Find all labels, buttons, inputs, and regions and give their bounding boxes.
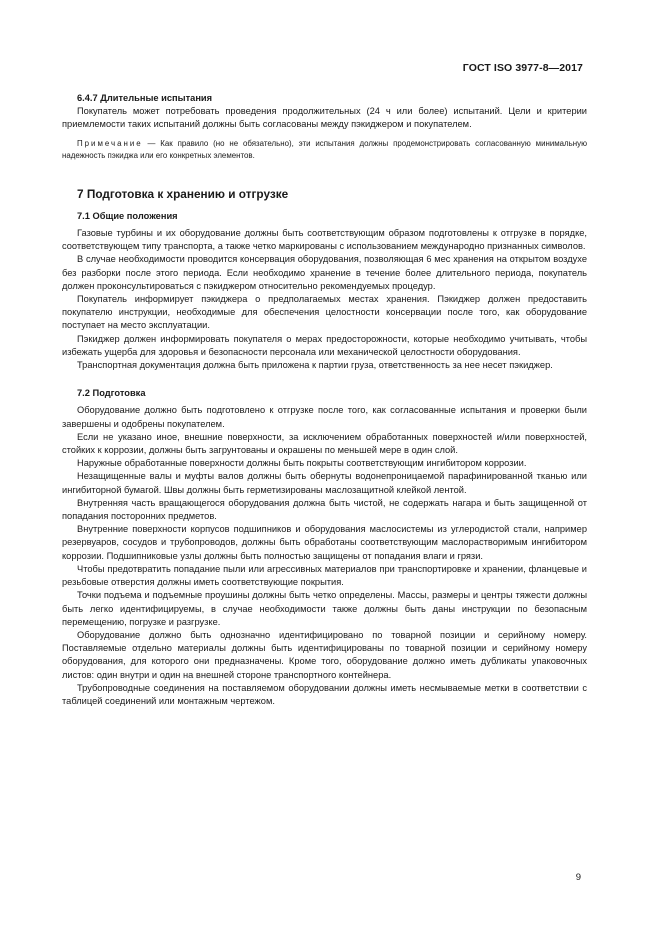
paragraph: Незащищенные валы и муфты валов должны быть обернуты водонепроницаемой парафинированной тканью или ингибиторной бумагой. Швы должны быть герметизированы маслозащитной клейкой лентой. xyxy=(62,471,587,495)
paragraph: Пэкиджер должен информировать покупателя о мерах предосторожности, которые необходимо учитывать, чтобы избежать ущерба для здоровья и безопасности персонала или механической целостности оборудования. xyxy=(62,333,587,357)
paragraph: Оборудование должно быть однозначно идентифицировано по товарной позиции и серийному номеру. Поставляемые отдельно материалы должны быть идентифицированы по товарной позиции и серийному номеру оборудования, для которого они предназначены. Кроме того, оборудование должно иметь дубликаты упаковочных листов: один внутри и один на внешней стороне транспортного контейнера. xyxy=(62,629,587,680)
paragraph: Внутренняя часть вращающегося оборудования должна быть чистой, не содержать нагара и быть защищенной от попадания посторонних предметов. xyxy=(62,497,587,522)
paragraph: Точки подъема и подъемные проушины должны быть четко определены. Массы, размеры и центры тяжести должны быть легко идентифицируемы, в случае необходимости также должны быть даны инструкции по безопасным перемещению, погрузке и разгрузке. xyxy=(62,590,587,627)
section-7-1-title: 7.1 Общие положения xyxy=(77,210,178,221)
paragraph: Внутренние поверхности корпусов подшипников и оборудования маслосистемы из углеродистой стали, например резервуаров, сосудов и трубопроводов, должны быть обработаны соответствующим маслорастворимым ингибитором коррозии. Подшипниковые узлы должны быть полностью защищены от попадания влаги и грязи. xyxy=(62,524,587,561)
paragraph: Оборудование должно быть подготовлено к отгрузке после того, как согласованные испытания и проверки были завершены и одобрены покупателем. xyxy=(62,405,587,429)
note-label: Примечание xyxy=(77,138,143,148)
note-text: — Как правило (но не обязательно), эти испытания должны продемонстрировать согласованную минимальную надежность пэкиджа или его конкретных элементов. xyxy=(62,138,587,160)
paragraph: Наружные обработанные поверхности должны быть покрыты соответствующим ингибитором коррозии. xyxy=(77,458,527,469)
paragraph: Покупатель может потребовать проведения продолжительных (24 ч или более) испытаний. Цели и критерии приемлемости таких испытаний должны быть согласованы между пэкиджером и покупателем. xyxy=(62,106,587,130)
standard-designation: ГОСТ ISO 3977-8—2017 xyxy=(462,62,583,74)
paragraph: В случае необходимости проводится консервация оборудования, позволяющая 6 мес хранения на открытом воздухе без разборки после этого периода. Если необходимо хранение в течение более длительного периода, покупатель должен проконсультироваться с пэкиджером относительно рекомендуемых процедур. xyxy=(62,254,587,291)
paragraph: Транспортная документация должна быть приложена к партии груза, ответственность за нее несет пэкиджер. xyxy=(77,360,553,371)
section-6-4-7-title: 6.4.7 Длительные испытания xyxy=(77,93,213,103)
page-number: 9 xyxy=(575,872,581,883)
page-body xyxy=(62,92,587,708)
paragraph: Если не указано иное, внешние поверхности, за исключением обработанных поверхностей и/или поверхностей, стойких к коррозии, должны быть загрунтованы и окрашены по меньшей мере в один слой. xyxy=(62,431,587,456)
note xyxy=(62,138,587,162)
section-7-2-title: 7.2 Подготовка xyxy=(77,388,146,399)
section-7-title: 7 Подготовка к хранению и отгрузке xyxy=(77,186,289,201)
paragraph: Газовые турбины и их оборудование должны быть соответствующим образом подготовлены к отгрузке в порядке, соответствующем типу транспорта, а также четко маркированы с использованием международно признанных символов. xyxy=(62,228,587,252)
paragraph: Покупатель информирует пэкиджера о предполагаемых местах хранения. Пэкиджер должен предоставить покупателю инструкции, необходимые для обеспечения целостности консервации после того, как оборудование поступает на место эксплуатации. xyxy=(62,294,587,331)
paragraph: Чтобы предотвратить попадание пыли или агрессивных материалов при транспортировке и хранении, фланцевые и резьбовые отверстия должны иметь соответствующие покрытия. xyxy=(62,563,587,588)
paragraph: Трубопроводные соединения на поставляемом оборудовании должны иметь несмываемые метки в соответствии с таблицей соединений или монтажным чертежом. xyxy=(62,682,587,706)
